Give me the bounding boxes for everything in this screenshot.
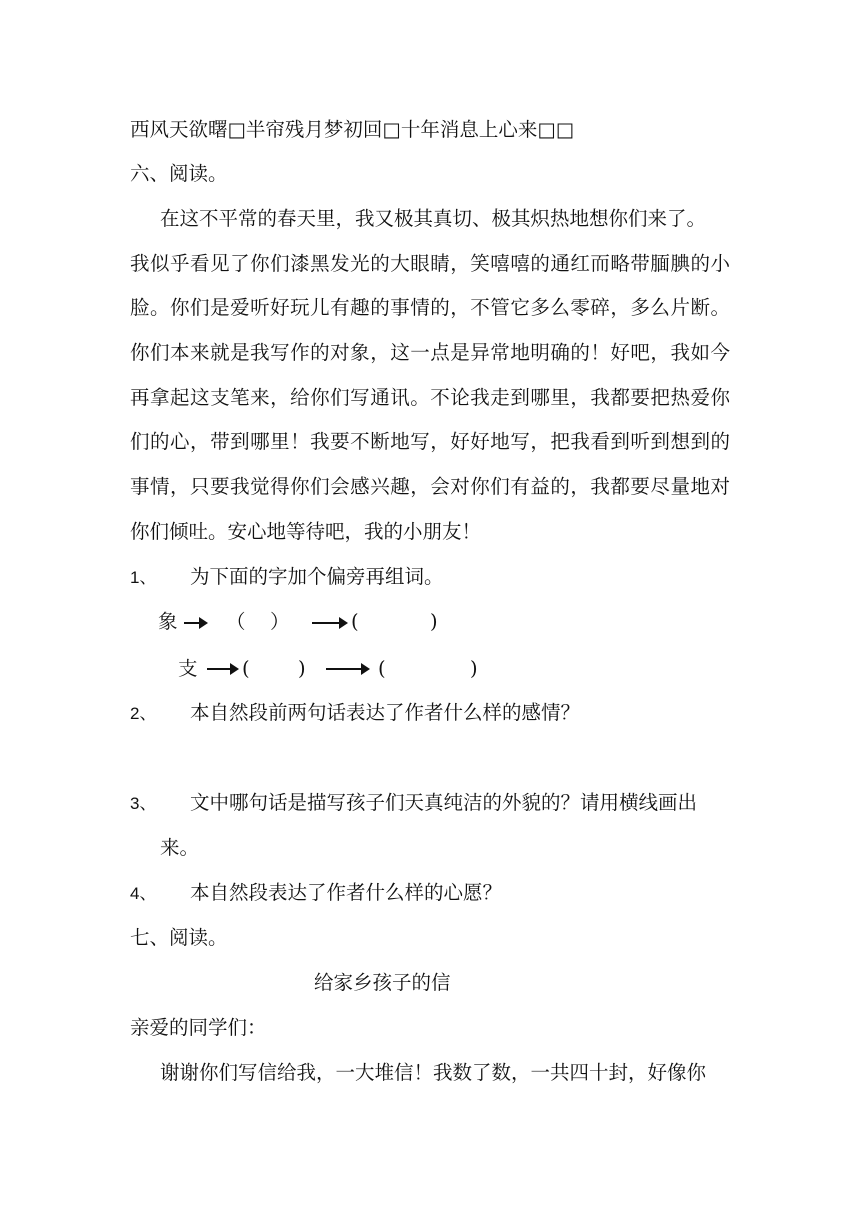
question-number: 3、 <box>130 794 157 813</box>
question-number: 1、 <box>130 568 157 587</box>
letter-greeting: 亲爱的同学们： <box>130 1016 267 1039</box>
question-text: 本自然段前两句话表达了作者什么样的感情？ <box>190 701 581 724</box>
question-text: 为下面的字加个偏旁再组词。 <box>190 565 444 588</box>
close-paren: ) <box>470 657 478 680</box>
open-paren: ( <box>351 610 359 633</box>
passage-line: 再拿起这支笔来，给你们写通讯。不论我走到哪里，我都要把热爱你 <box>130 386 730 409</box>
passage-line: 事情，只要我觉得你们会感兴趣，会对你们有益的，我都要尽量地对 <box>130 475 730 498</box>
passage-line: 你们本来就是我写作的对象，这一点是异常地明确的！好吧，我如今 <box>130 341 730 364</box>
arrow-icon <box>326 668 368 670</box>
question-text: 本自然段表达了作者什么样的心愿？ <box>190 881 503 904</box>
question-number: 4、 <box>130 884 157 903</box>
exercise-char: 象 <box>158 610 178 633</box>
arrow-icon <box>207 668 237 670</box>
close-paren: ） <box>270 610 290 633</box>
passage-line: 我似乎看见了你们漆黑发光的大眼睛，笑嘻嘻的通红而略带腼腆的小 <box>130 252 730 275</box>
close-paren: ) <box>298 657 306 680</box>
exercise-char: 支 <box>178 657 198 680</box>
passage-line: 脸。你们是爱听好玩儿有趣的事情的，不管它多么零碎，多么片断。 <box>130 296 730 319</box>
section-7-heading: 七、阅读。 <box>130 926 228 949</box>
close-paren: ) <box>430 610 438 633</box>
arrow-icon <box>184 622 206 624</box>
question-text: 文中哪句话是描写孩子们天真纯洁的外貌的？请用横线画出 <box>190 791 698 814</box>
passage-line: 在这不平常的春天里，我又极其真切、极其炽热地想你们来了。 <box>160 207 707 230</box>
letter-first-line: 谢谢你们写信给我，一大堆信！我数了数，一共四十封，好像你 <box>160 1061 707 1084</box>
passage-line: 你们倾吐。安心地等待吧，我的小朋友！ <box>130 520 482 543</box>
question-text-continuation: 来。 <box>160 836 200 859</box>
arrow-icon <box>312 622 346 624</box>
open-paren: ( <box>378 657 386 680</box>
open-paren: （ <box>226 610 246 633</box>
poem-line: 西风天欲曙□半帘残月梦初回□十年消息上心来□□ <box>130 118 575 141</box>
section-6-heading: 六、阅读。 <box>130 162 228 185</box>
question-number: 2、 <box>130 704 157 723</box>
letter-title: 给家乡孩子的信 <box>314 971 451 994</box>
open-paren: ( <box>242 657 250 680</box>
passage-line: 们的心，带到哪里！我要不断地写，好好地写，把我看到听到想到的 <box>130 430 730 453</box>
